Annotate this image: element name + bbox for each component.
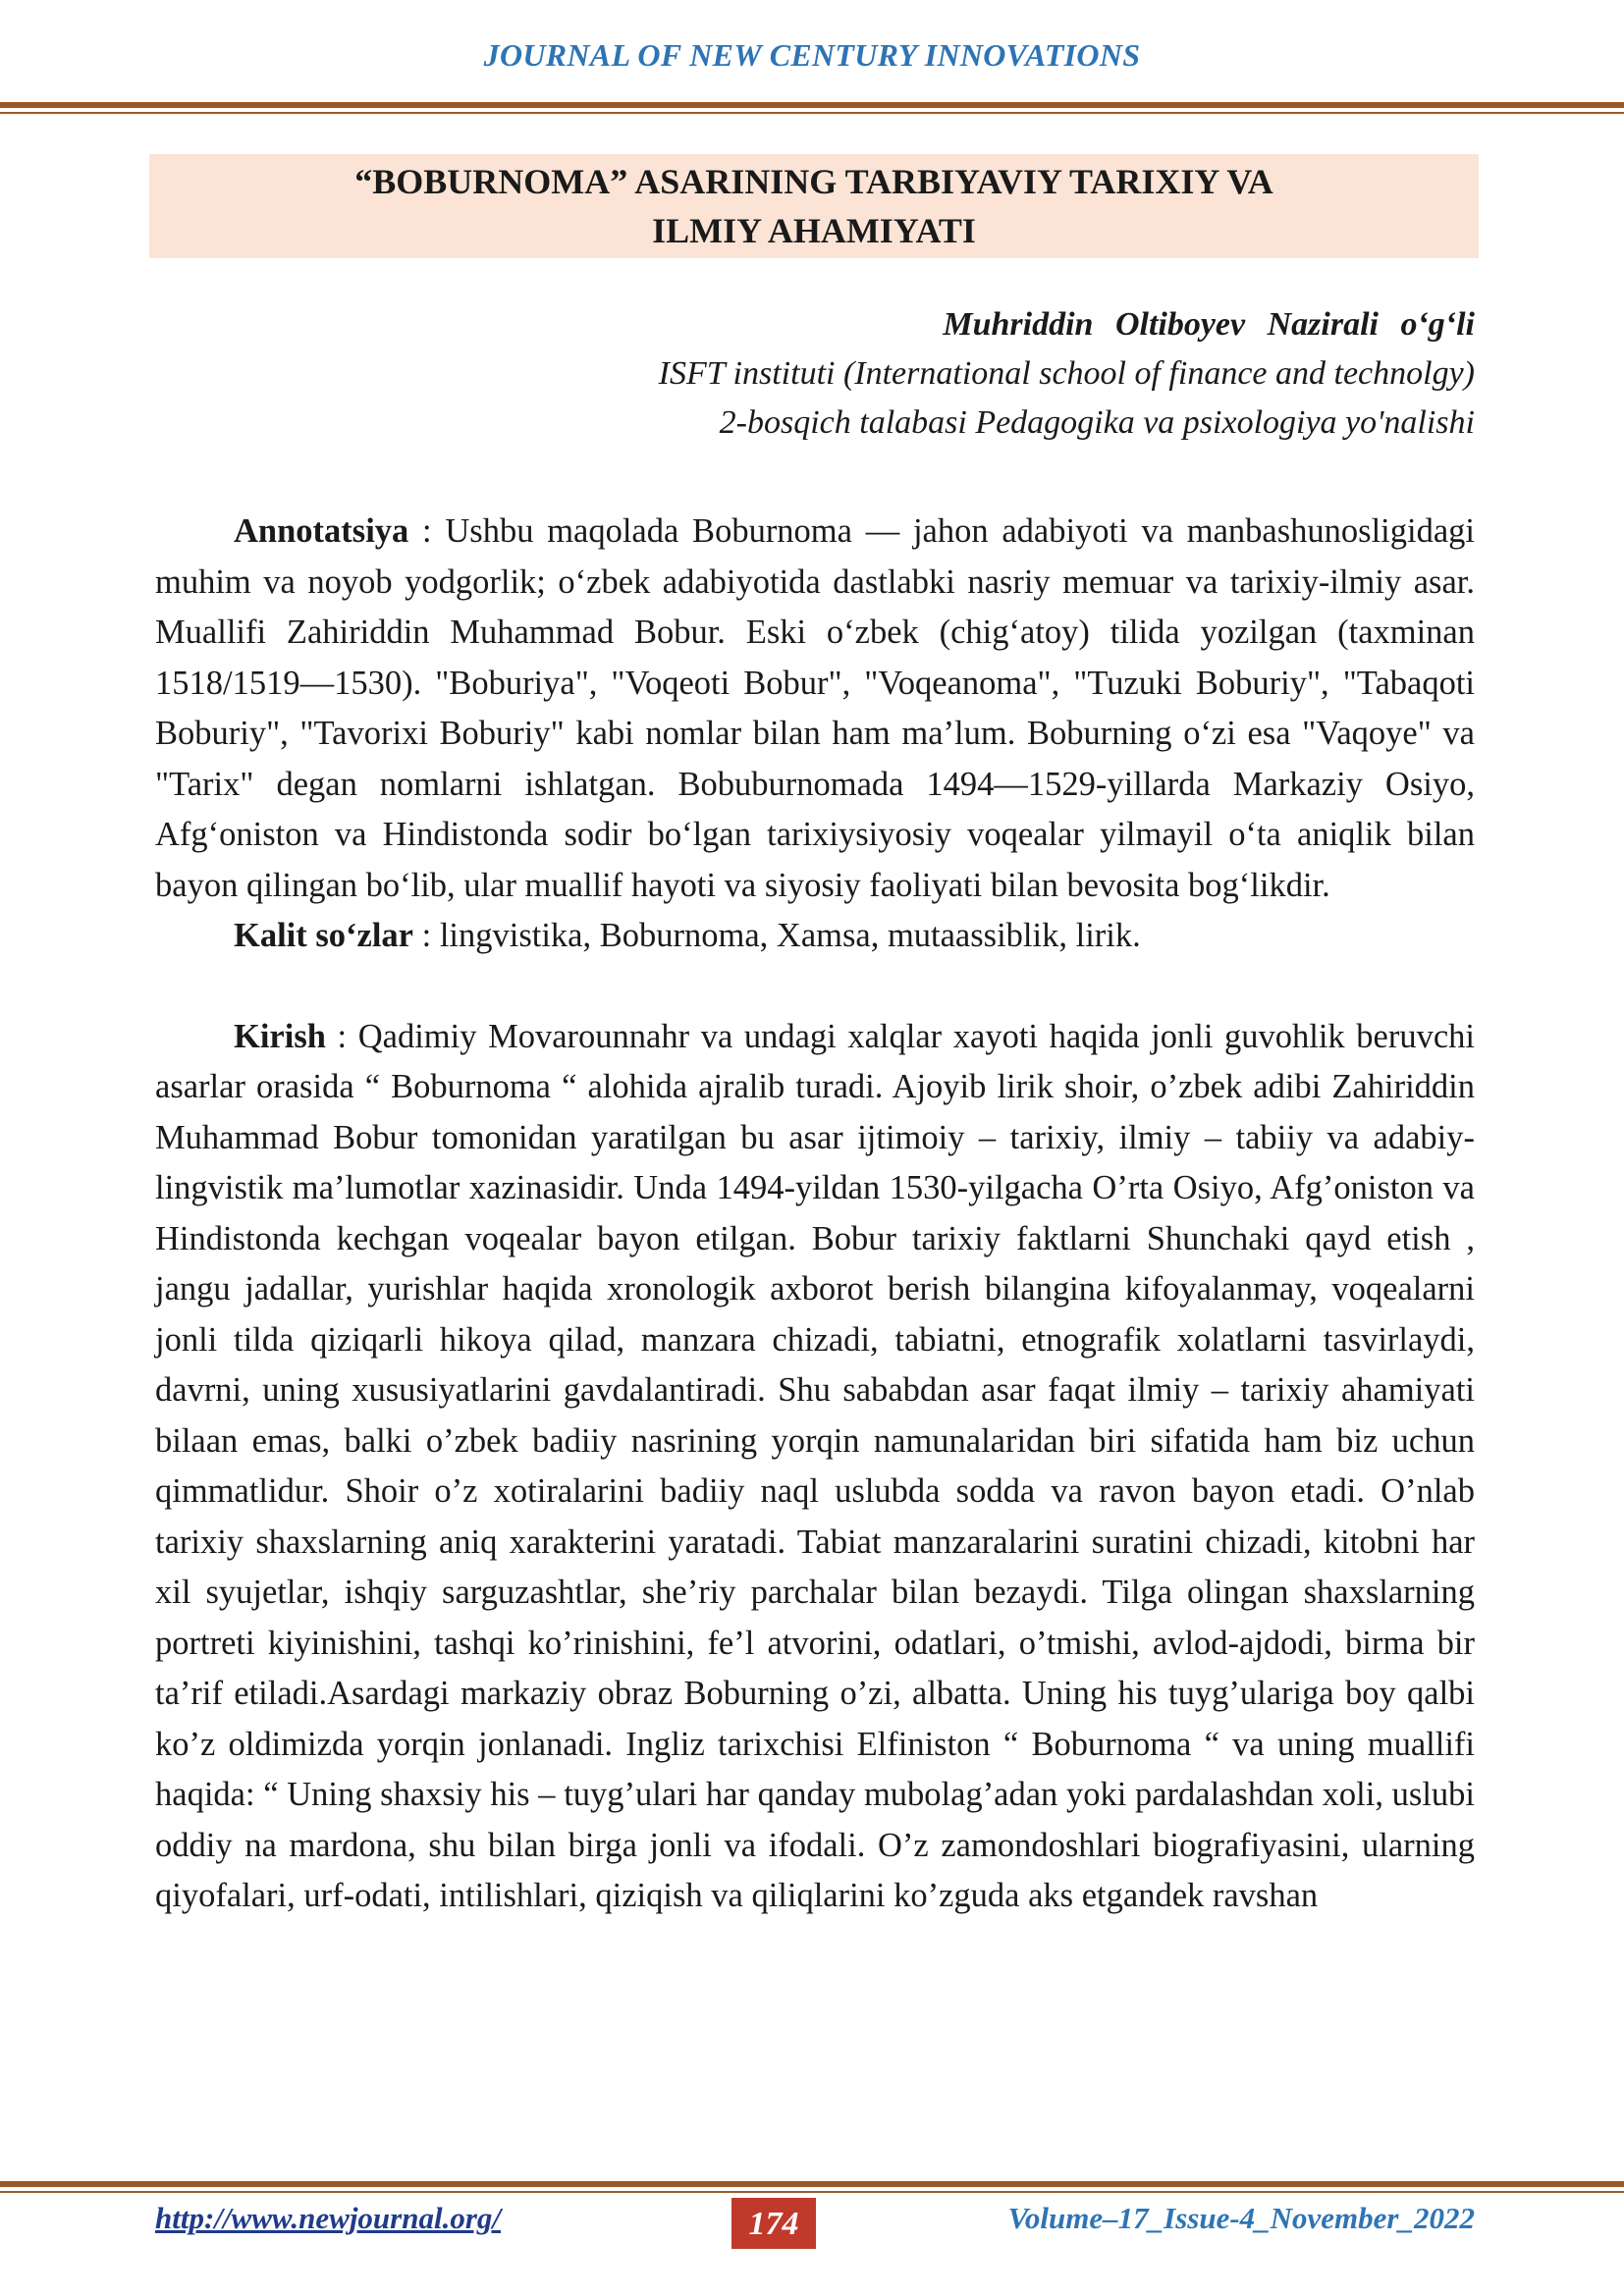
volume-issue: Volume–17_Issue-4_November_2022 [1007,2201,1475,2235]
keywords-text: : lingvistika, Boburnoma, Xamsa, mutaassiblik, lirik. [413,917,1141,954]
author-name: Muhriddin Oltiboyev Nazirali o‘g‘li [943,306,1475,343]
abstract-label: Annotatsiya [234,512,409,550]
intro-label: Kirish [234,1017,326,1055]
page-number-badge: 174 [731,2198,816,2249]
author-program: 2-bosqich talabasi Pedagogika va psixologiya yo'nalishi [719,404,1475,441]
article-body [155,507,1475,1922]
header-rule-thin [0,112,1624,114]
abstract-paragraph [155,507,1475,911]
abstract-text: : Ushbu maqolada Boburnoma — jahon adabiyoti va manbashunosligidagi muhim va noyob yodgorlik; o‘zbek adabiyotida dastlabki nasriy memuar va tarixiy-ilmiy asar. Muallifi Zahiriddin Muhammad Bobur. Eski o‘zbek (chig‘atoy) tilida yozilgan (taxminan 1518/1519—1530). "Boburiya", "Voqeoti Bobur", "Voqeanoma", "Tuzuki Boburiy", "Tabaqoti Boburiy", "Tavorixi Boburiy" kabi nomlar bilan ham ma’lum. Boburning o‘zi esa "Vaqoye" va "Tarix" degan nomlarni ishlatgan. Bobuburnomada 1494—1529-yillarda Markaziy Osiyo, Afg‘oniston va Hindistonda sodir bo‘lgan tarixiysiyosiy voqealar yilmayil o‘ta aniqlik bilan bayon qilingan bo‘lib, ular muallif hayoti va siyosiy faoliyati bilan bevosita bog‘likdir. [155,512,1475,904]
header-rule [0,102,1624,108]
journal-header: JOURNAL OF NEW CENTURY INNOVATIONS [483,37,1141,73]
author-affiliation: ISFT instituti (International school of finance and technolgy) [658,355,1475,392]
title-line-2: ILMIY AHAMIYATI [652,211,976,250]
keywords-paragraph [155,911,1475,962]
journal-url-link[interactable]: http://www.newjournal.org/ [155,2201,502,2235]
footer-rule-thin [0,2191,1624,2193]
keywords-label: Kalit so‘zlar [234,917,413,954]
author-block [659,300,1475,448]
intro-text: : Qadimiy Movarounnahr va undagi xalqlar xayoti haqida jonli guvohlik beruvchi asarlar orasida “ Boburnoma “ alohida ajralib turadi. Ajoyib lirik shoir, o’zbek adibi Zahiriddin Muhammad Bobur tomonidan yaratilgan bu asar ijtimoiy – tarixiy, ilmiy – tabiiy va adabiy- lingvistik ma’lumotlar xazinasidir. Unda 1494-yildan 1530-yilgacha O’rta Osiyo, Afg’oniston va Hindistonda kechgan voqealar bayon etilgan. Bobur tarixiy faktlarni Shunchaki qayd etish , jangu jadallar, yurishlar haqida xronologik axborot berish bilangina kifoyalanmay, voqealarni jonli tilda qiziqarli hikoya qilad, manzara chizadi, tabiatni, etnografik xolatlarni tasvirlaydi, davrni, uning xususiyatlarini gavdalantiradi. Shu sababdan asar faqat ilmiy – tarixiy ahamiyati bilaan emas, balki o’zbek badiiy nasrining yorqin namunalaridan biri sifatida ham biz uchun qimmatlidur. Shoir o’z xotiralarini badiiy naql uslubda sodda va ravon bayon etadi. O’nlab tarixiy shaxslarning aniq xarakterini yaratadi. Tabiat manzaralarini suratini chizadi, kitobni har xil syujetlar, ishqiy sarguzashtlar, she’riy parchalar bilan bezaydi. Tilga olingan shaxslarning portreti kiyinishini, tashqi ko’rinishini, fe’l atvorini, odatlari, o’tmishi, avlod-ajdodi, birma bir ta’rif etiladi.Asardagi markaziy obraz Boburning o’zi, albatta. Uning his tuyg’ulariga boy qalbi ko’z oldimizda yorqin jonlanadi. Ingliz tarixchisi Elfiniston “ Boburnoma “ va uning muallifi haqida: “ Uning shaxsiy his – tuyg’ulari har qanday mubolag’adan yoki pardalashdan xoli, uslubi oddiy na mardona, shu bilan birga jonli va ifodali. O’z zamondoshlari biografiyasini, ularning qiyofalari, urf-odati, intilishlari, qiziqish va qiliqlarini ko’zguda aks etgandek ravshan [155,1017,1475,1914]
intro-paragraph [155,1012,1475,1922]
title-line-1: “BOBURNOMA” ASARINING TARBIYAVIY TARIXIY VA [354,162,1273,201]
footer-rule [0,2181,1624,2187]
article-title [149,154,1479,258]
